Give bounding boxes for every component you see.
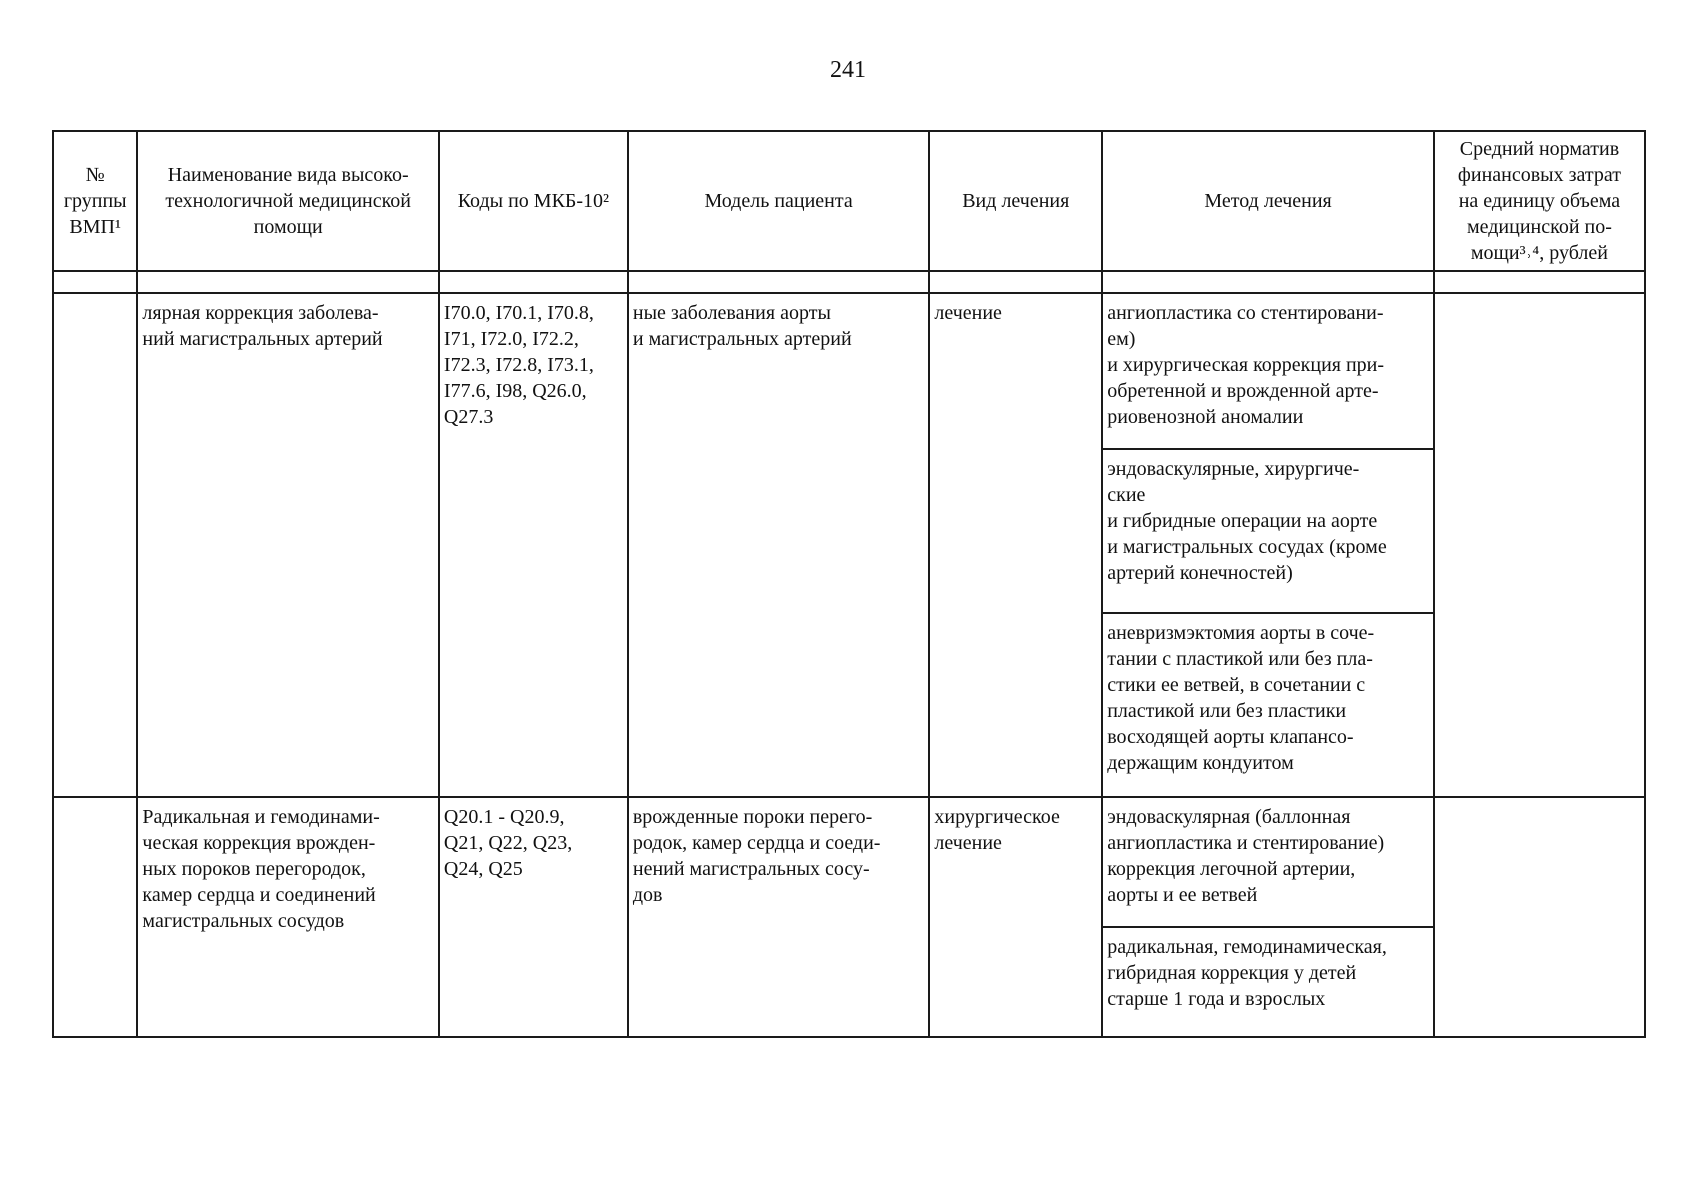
table-row [53, 293, 1645, 797]
row-codes: I70.0, I70.1, I70.8, I71, I72.0, I72.2, I72.3, I72.8, I73.1, I77.6, I98, Q26.0, Q27.3 [439, 293, 628, 797]
spacer-cell [439, 271, 628, 293]
table-header-row [53, 131, 1645, 271]
row-patient-model: ные заболевания аорты и магистральных артерий [628, 293, 930, 797]
method-item: радикальная, гемодинамическая, гибридная коррекция у детей старше 1 года и взрослых [1107, 936, 1387, 1010]
row-codes: Q20.1 - Q20.9, Q21, Q22, Q23, Q24, Q25 [439, 797, 628, 1037]
spacer-cell [53, 271, 137, 293]
spacer-cell [1434, 271, 1645, 293]
row-name: Радикальная и гемодинами- ческая коррекция врожден- ных пороков перегородок, камер сердца и соединений магистральных сосудов [137, 797, 439, 1037]
header-treatment-type: Вид лечения [929, 131, 1102, 271]
spacer-cell [1102, 271, 1434, 293]
row-group-no [53, 797, 137, 1037]
row-patient-model: врожденные пороки перего- родок, камер сердца и соеди- нений магистральных сосу- дов [628, 797, 930, 1037]
method-item: аневризмэктомия аорты в соче- тании с пластикой или без пла- стики ее ветвей, в сочетании с пластикой или без пластики восходящей аорты клапансо- держащим кондуитом [1107, 622, 1375, 774]
row-group-no [53, 293, 137, 797]
page-number: 241 [830, 57, 866, 83]
row-methods [1102, 293, 1434, 797]
row-methods [1102, 797, 1434, 1037]
table-row [53, 797, 1645, 1037]
spacer-cell [929, 271, 1102, 293]
row-cost [1434, 293, 1645, 797]
row-cost [1434, 797, 1645, 1037]
spacer-cell [137, 271, 439, 293]
vmp-table [52, 130, 1646, 1038]
row-treatment-type: хирургическое лечение [929, 797, 1102, 1037]
method-item: эндоваскулярная (баллонная ангиопластика и стентирование) коррекция легочной артерии, аорты и ее ветвей [1103, 798, 1433, 928]
method-item: ангиопластика со стентировани- ем) и хирургическая коррекция при- обретенной и врожденной арте- риовенозной аномалии [1103, 294, 1433, 450]
row-name: лярная коррекция заболева- ний магистральных артерий [137, 293, 439, 797]
header-name: Наименование вида высоко- технологичной медицинской помощи [137, 131, 439, 271]
header-patient-model: Модель пациента [628, 131, 930, 271]
row-treatment-type: лечение [929, 293, 1102, 797]
header-method: Метод лечения [1102, 131, 1434, 271]
spacer-cell [628, 271, 930, 293]
header-group-no: № группы ВМП¹ [53, 131, 137, 271]
method-item: эндоваскулярные, хирургиче- ские и гибридные операции на аорте и магистральных сосудах (кроме артерий конечностей) [1103, 450, 1433, 614]
table-spacer-row [53, 271, 1645, 293]
header-codes: Коды по МКБ-10² [439, 131, 628, 271]
header-cost: Средний норматив финансовых затрат на единицу объема медицинской по- мощи³˒⁴, рублей [1434, 131, 1645, 271]
